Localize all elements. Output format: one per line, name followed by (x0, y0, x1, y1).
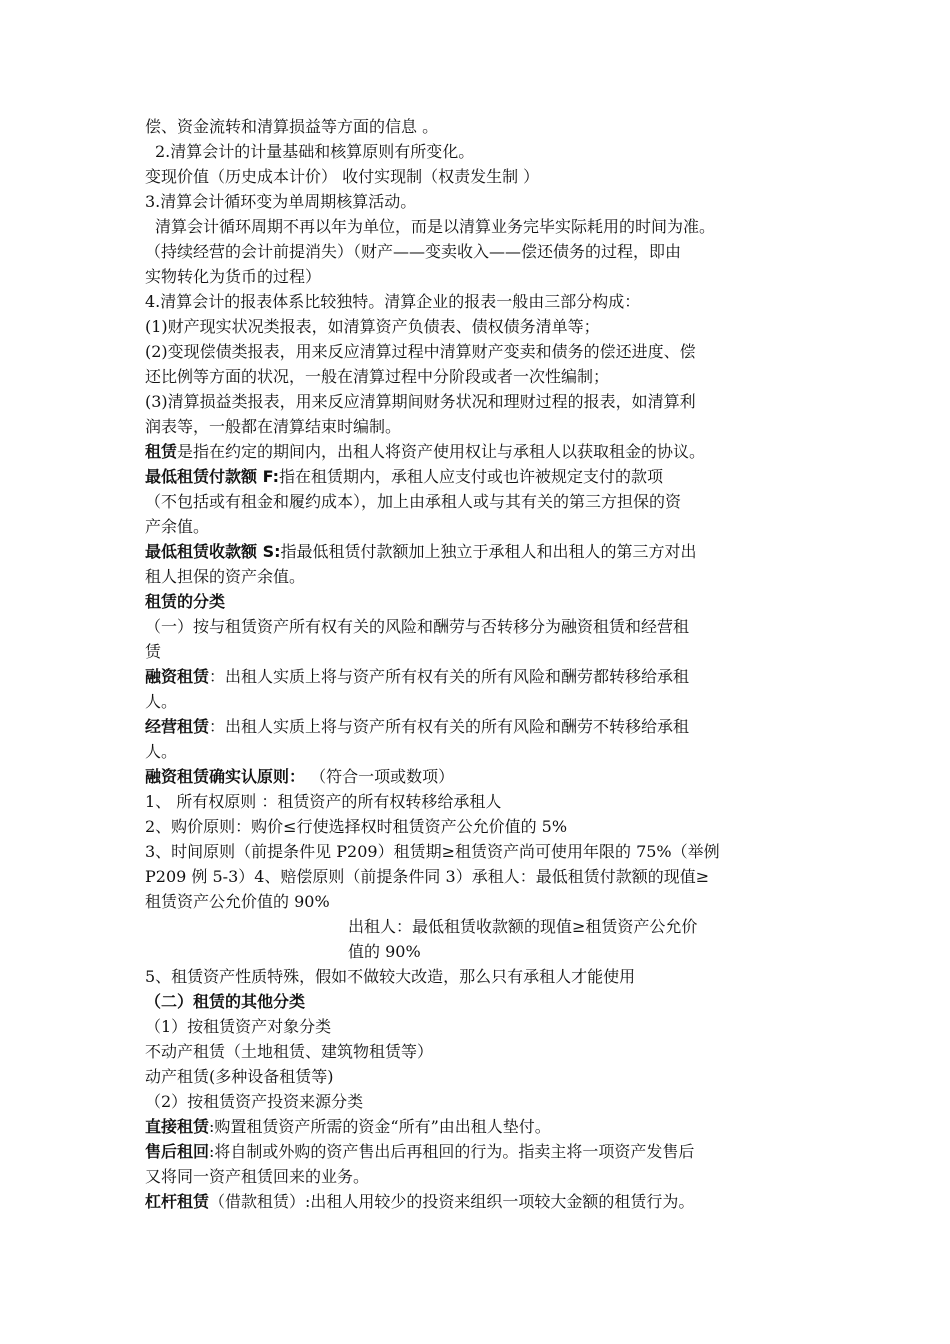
definition-text: 指在租赁期内，承租人应支付或也许被规定支付的款项 (279, 467, 664, 486)
term: 融资租赁 (145, 667, 210, 686)
definition-text: :购置租赁资产所需的资金“所有”由出租人垫付。 (209, 1117, 551, 1136)
term: 融资租赁确实认原则： (145, 767, 306, 786)
text-line: (3)清算损益类报表，用来反应清算期间财务状况和理财过程的报表，如清算利 (145, 392, 696, 411)
definition-text: :将自制或外购的资产售出后再租回的行为。指卖主将一项资产发售后 (209, 1142, 695, 1161)
text-line: 值的 90% (348, 942, 421, 961)
text-line: 实物转化为货币的过程） (145, 267, 322, 286)
text-line: 清算会计循环周期不再以年为单位，而是以清算业务完毕实际耗用的时间为准。 (155, 217, 716, 236)
text-line: 2.清算会计的计量基础和核算原则有所变化。 (155, 142, 475, 161)
list-item: 2、购价原则：购价≤行使选择权时租赁资产公允价值的 5% (145, 817, 568, 836)
section-heading: 租赁的分类 (145, 592, 226, 611)
section-heading: （二）租赁的其他分类 (145, 992, 306, 1011)
term: 直接租赁 (145, 1117, 210, 1136)
text-line: 4.清算会计的报表体系比较独特。清算企业的报表一般由三部分构成： (145, 292, 641, 311)
principles-heading (145, 764, 815, 789)
definition-operating-lease (145, 714, 815, 739)
text-line: 变现价值（历史成本计价） 收付实现制（权责发生制 ） (145, 167, 540, 186)
definition-leveraged-lease (145, 1189, 815, 1214)
subheading: （1）按租赁资产对象分类 (145, 1017, 332, 1036)
text-line: 还比例等方面的状况，一般在清算过程中分阶段或者一次性编制； (145, 367, 610, 386)
term: 经营租赁 (145, 717, 210, 736)
text-line: 偿、资金流转和清算损益等方面的信息 。 (145, 117, 439, 136)
definition-text: 是指在约定的期间内，出租人将资产使用权让与承租人以获取租金的协议。 (177, 442, 706, 461)
term-note: （借款租赁） (209, 1192, 306, 1211)
text-line: 人。 (145, 692, 178, 711)
definition-text: ：出租人实质上将与资产所有权有关的所有风险和酬劳不转移给承租 (209, 717, 690, 736)
document-body (145, 114, 815, 1214)
text-line: （一）按与租赁资产所有权有关的风险和酬劳与否转移分为融资租赁和经营租 (145, 617, 690, 636)
definition-min-lease-payments (145, 464, 815, 489)
definition-lease (145, 439, 815, 464)
definition-text: :出租人用较少的投资来组织一项较大金额的租赁行为。 (305, 1192, 695, 1211)
text-line: 赁 (145, 642, 162, 661)
list-item: 5、租赁资产性质特殊，假如不做较大改造，那么只有承租人才能使用 (145, 967, 636, 986)
text-line: 租赁资产公允价值的 90% (145, 892, 330, 911)
definition-text: ：出租人实质上将与资产所有权有关的所有风险和酬劳都转移给承租 (209, 667, 690, 686)
definition-sale-leaseback (145, 1139, 815, 1164)
term: 最低租赁付款额 F: (145, 467, 280, 486)
text-line: 产余值。 (145, 517, 210, 536)
term: 租赁 (145, 442, 178, 461)
text-line: 润表等，一般都在清算结束时编制。 (145, 417, 402, 436)
term: 售后租回 (145, 1142, 210, 1161)
text-line: 动产租赁(多种设备租赁等) (145, 1067, 334, 1086)
definition-text: 指最低租赁付款额加上独立于承租人和出租人的第三方对出 (280, 542, 697, 561)
principles-note: （符合一项或数项） (305, 767, 455, 786)
text-line: 3.清算会计循环变为单周期核算活动。 (145, 192, 417, 211)
subheading: （2）按租赁资产投资来源分类 (145, 1092, 364, 1111)
definition-min-lease-receipts (145, 539, 815, 564)
text-line: 又将同一资产租赁回来的业务。 (145, 1167, 370, 1186)
definition-finance-lease (145, 664, 815, 689)
text-line: P209 例 5-3）4、赔偿原则（前提条件同 3）承租人：最低租赁付款额的现值≥ (145, 867, 710, 886)
text-line: 租人担保的资产余值。 (145, 567, 306, 586)
text-line: (1)财产现实状况类报表，如清算资产负债表、债权债务清单等； (145, 317, 600, 336)
term: 最低租赁收款额 S: (145, 542, 281, 561)
text-line: 人。 (145, 742, 178, 761)
text-line: （持续经营的会计前提消失）（财产——变卖收入——偿还债务的过程，即由 (145, 242, 682, 261)
text-line: （不包括或有租金和履约成本），加上由承租人或与其有关的第三方担保的资 (145, 492, 682, 511)
term: 杠杆租赁 (145, 1192, 210, 1211)
text-line: (2)变现偿债类报表，用来反应清算过程中清算财产变卖和债务的偿还进度、偿 (145, 342, 696, 361)
definition-direct-lease (145, 1114, 815, 1139)
list-item: 1、 所有权原则 ：租赁资产的所有权转移给承租人 (145, 792, 502, 811)
text-line: 出租人：最低租赁收款额的现值≥租赁资产公允价 (348, 917, 698, 936)
text-line: 不动产租赁（土地租赁、建筑物租赁等） (145, 1042, 434, 1061)
list-item: 3、时间原则（前提条件见 P209）租赁期≥租赁资产尚可使用年限的 75%（举例 (145, 842, 720, 861)
